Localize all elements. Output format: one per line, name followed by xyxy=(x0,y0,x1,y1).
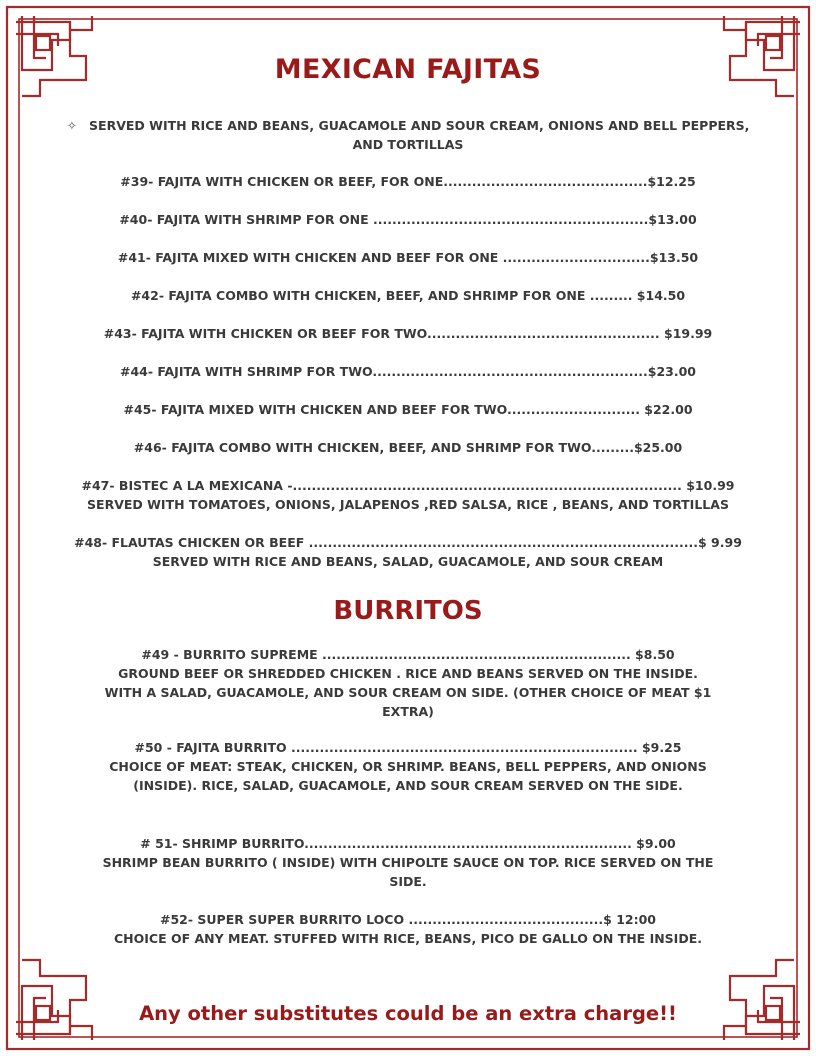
menu-item-40: #40- FAJITA WITH SHRIMP FOR ONE ..........................................................$13.00 xyxy=(119,212,697,227)
menu-item-52: #52- SUPER SUPER BURRITO LOCO .........................................$ 12:00 xyxy=(160,912,656,927)
menu-item-49: #49 - BURRITO SUPREME ................................................................. $8.50 xyxy=(141,647,675,662)
menu-item-50-description: CHOICE OF MEAT: STEAK, CHICKEN, OR SHRIMP. BEANS, BELL PEPPERS, AND ONIONS (INSIDE). RICE, SALAD, GUACAMOLE, AND SOUR CREAM SERVED ON THE SIDE. xyxy=(109,759,707,793)
footer-note: Any other substitutes could be an extra charge!! xyxy=(139,1002,677,1025)
section-title-burritos: BURRITOS xyxy=(333,596,483,626)
menu-item-39: #39- FAJITA WITH CHICKEN OR BEEF, FOR ONE...........................................$12.25 xyxy=(120,174,696,189)
menu-item-47: #47- BISTEC A LA MEXICANA -.................................................................................. $10.99 xyxy=(81,478,735,493)
menu-item-42: #42- FAJITA COMBO WITH CHICKEN, BEEF, AND SHRIMP FOR ONE ......... $14.50 xyxy=(130,288,686,303)
fajitas-intro xyxy=(40,116,776,154)
menu-item-41: #41- FAJITA MIXED WITH CHICKEN AND BEEF FOR ONE ...............................$13.50 xyxy=(117,250,699,265)
fajitas-intro-text: SERVED WITH RICE AND BEANS, GUACAMOLE AND SOUR CREAM, ONIONS AND BELL PEPPERS, AND TORTILLAS xyxy=(89,118,750,152)
menu-item-48-description: SERVED WITH RICE AND BEANS, SALAD, GUACAMOLE, AND SOUR CREAM xyxy=(152,554,664,569)
menu-item-49-description: GROUND BEEF OR SHREDDED CHICKEN . RICE AND BEANS SERVED ON THE INSIDE. WITH A SALAD, GUACAMOLE, AND SOUR CREAM ON SIDE. (OTHER CHOICE OF MEAT $1 EXTRA) xyxy=(104,666,712,719)
section-title-fajitas: MEXICAN FAJITAS xyxy=(274,54,542,85)
menu-item-52-description: CHOICE OF ANY MEAT. STUFFED WITH RICE, BEANS, PICO DE GALLO ON THE INSIDE. xyxy=(113,931,702,946)
menu-item-44: #44- FAJITA WITH SHRIMP FOR TWO..........................................................$23.00 xyxy=(119,364,696,379)
sparkle-icon: ✧ xyxy=(66,118,78,133)
menu-item-47-description: SERVED WITH TOMATOES, ONIONS, JALAPENOS ,RED SALSA, RICE , BEANS, AND TORTILLAS xyxy=(87,497,729,512)
menu-item-46: #46- FAJITA COMBO WITH CHICKEN, BEEF, AND SHRIMP FOR TWO.........$25.00 xyxy=(133,440,683,455)
menu-item-43: #43- FAJITA WITH CHICKEN OR BEEF FOR TWO................................................. $19.99 xyxy=(103,326,713,341)
menu-item-45: #45- FAJITA MIXED WITH CHICKEN AND BEEF FOR TWO............................ $22.00 xyxy=(123,402,693,417)
menu-item-48: #48- FLAUTAS CHICKEN OR BEEF ..................................................................................$ 9.99 xyxy=(74,535,742,550)
menu-item-51: # 51- SHRIMP BURRITO..................................................................... $9.00 xyxy=(140,836,676,851)
menu-item-50: #50 - FAJITA BURRITO ......................................................................... $9.25 xyxy=(134,740,682,755)
menu-item-51-description: SHRIMP BEAN BURRITO ( INSIDE) WITH CHIPOLTE SAUCE ON TOP. RICE SERVED ON THE SIDE. xyxy=(102,855,714,889)
